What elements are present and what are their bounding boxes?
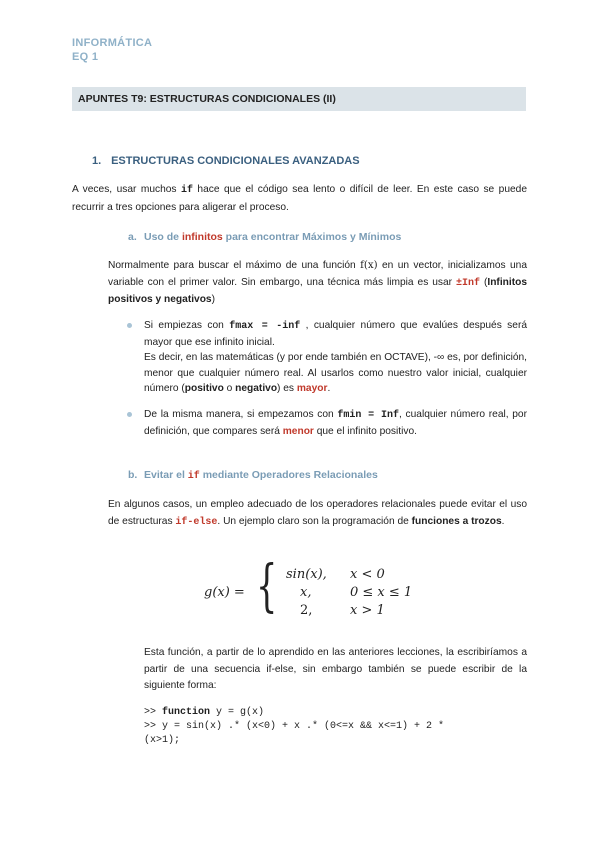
bullet-1-text	[144, 318, 527, 397]
intro-paragraph	[72, 182, 527, 216]
section-title: ESTRUCTURAS CONDICIONALES AVANZADAS	[111, 155, 360, 167]
subsection-a-letter: a.	[128, 231, 137, 243]
bullet-icon	[126, 322, 134, 330]
code-block	[144, 706, 444, 748]
b2-text-3: que el infinito positivo.	[313, 425, 417, 437]
intro-text-1: A veces, usar muchos	[72, 184, 181, 195]
subsection-b-post: mediante Operadores Relacionales	[199, 469, 378, 481]
paragraph-c: Esta función, a partir de lo aprendido en las anteriores lecciones, la escribiríamos a partir de una secuencia if-else, sin embargo también se puede escribir de la siguiente forma:	[144, 647, 527, 691]
header-group: EQ 1	[72, 51, 99, 63]
formula-row-cond: x < 0	[350, 567, 385, 582]
subsection-a-heading	[128, 231, 401, 243]
subsection-a-post: para encontrar Máximos y Mínimos	[222, 231, 402, 243]
code-prompt: >>	[144, 707, 163, 718]
b1-bold-2: negativo	[235, 383, 278, 394]
b1-code: fmax = -inf	[229, 321, 301, 332]
code-prompt: >>	[144, 721, 163, 732]
formula-row	[286, 567, 385, 582]
bullet-2-text	[144, 407, 527, 439]
formula-row-value: sin(x),	[286, 567, 327, 582]
formula-row-value: x,	[300, 585, 312, 600]
para-b-text-3: .	[501, 515, 505, 527]
b2-red: menor	[282, 425, 314, 437]
para-a-code: ±Inf	[456, 277, 481, 289]
para-a-text-2: en un vector, inicializamos una variable con el primer valor. Sin embargo, una técnica más limpia es usar	[108, 260, 527, 288]
formula-row-value: 2,	[300, 603, 313, 618]
intro-text-2: hace que el código sea lento o difícil de leer. En este caso se puede recurrir a tres opciones para aligerar el proceso.	[72, 184, 527, 213]
para-a-bold: Infinitos positivos y negativos	[108, 276, 527, 305]
b1-text-6: .	[327, 383, 331, 394]
intro-code: if	[180, 185, 193, 196]
formula-row	[286, 585, 412, 600]
para-a-text-1: Normalmente para buscar el máximo de una función	[108, 260, 361, 271]
b2-code: fmin = Inf	[337, 410, 400, 421]
section-heading	[92, 155, 360, 167]
b1-text-4: o	[223, 383, 236, 394]
b1-text-3: Es decir, en las matemáticas (y por ende también en OCTAVE), -∞ es, por definición, menor que cualquier número real. Al usarlos como nuestro valor inicial, cualquier número (	[144, 352, 527, 394]
code-line-3: (x>1);	[144, 735, 181, 746]
page-title: APUNTES T9: ESTRUCTURAS CONDICIONALES (II)	[78, 93, 336, 105]
subsection-a-pre: Uso de	[144, 231, 182, 243]
formula-row	[286, 603, 385, 618]
header-subject: INFORMÁTICA	[72, 37, 153, 49]
code-keyword: function	[162, 707, 211, 718]
bullet-icon	[126, 411, 134, 419]
b1-bold-1: positivo	[184, 383, 224, 394]
b1-text-1: Si empiezas con	[144, 320, 230, 331]
para-b-text-2: . Un ejemplo claro son la programación de	[217, 515, 412, 527]
code-line-2-rest: y = sin(x) .* (x<0) + x .* (0<=x && x<=1) + 2 *	[162, 721, 445, 732]
code-line-1-rest: y = g(x)	[210, 707, 265, 718]
b2-text-1: De la misma manera, si empezamos con	[144, 409, 338, 420]
b1-text-2: , cualquier número que evalúes después será mayor que ese infinito inicial.	[144, 320, 528, 348]
formula-row-cond: 0 ≤ x ≤ 1	[350, 585, 413, 600]
formula-brace: {	[256, 554, 278, 619]
para-b-text-1: En algunos casos, un empleo adecuado de los operadores relacionales puede evitar el uso de estructuras	[108, 499, 527, 527]
b1-red: mayor	[296, 383, 328, 394]
title-bar	[72, 87, 526, 111]
para-b-bold: funciones a trozos	[411, 515, 502, 527]
paragraph-a	[108, 258, 527, 309]
piecewise-formula	[204, 554, 413, 625]
para-b-code: if-else	[175, 516, 218, 528]
doc-header	[72, 36, 152, 64]
section-number: 1.	[92, 155, 102, 167]
formula-row-cond: x > 1	[350, 603, 385, 618]
para-a-text-4: )	[211, 294, 216, 305]
formula-lhs: g(x) =	[204, 585, 245, 600]
subsection-b-letter: b.	[128, 469, 138, 481]
subsection-b-pre: Evitar el	[144, 469, 188, 481]
b1-text-5: ) es	[277, 383, 297, 394]
para-a-fx: f(x)	[360, 260, 378, 271]
b2-text-2: , cualquier número real, por definición, que compares será	[144, 409, 527, 437]
subsection-b-heading	[128, 469, 378, 482]
subsection-a-highlight: infinitos	[181, 231, 223, 243]
subsection-b-code: if	[187, 471, 200, 482]
para-a-text-3: (	[480, 276, 488, 288]
paragraph-b	[108, 497, 527, 531]
